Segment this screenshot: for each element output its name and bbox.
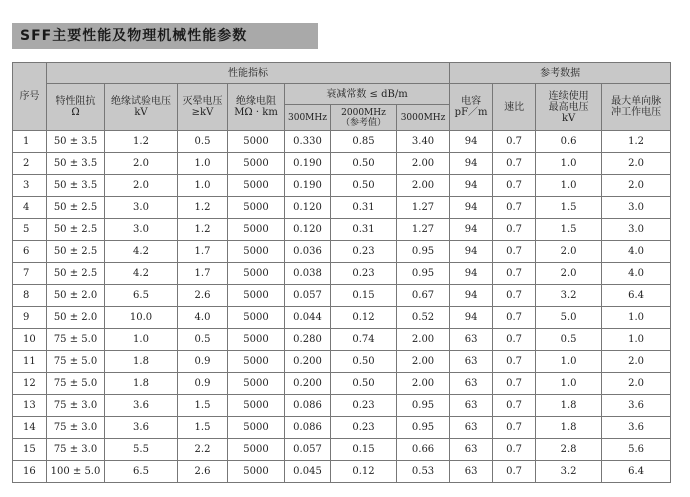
cell-capacitance: 63: [450, 461, 493, 483]
table-row: [13, 153, 671, 175]
cell-insulation-resistance: 5000: [228, 307, 285, 329]
cell-max-voltage: 1.8: [536, 395, 602, 417]
cell-test-voltage: 1.8: [105, 373, 178, 395]
cell-impedance: 75 ± 3.0: [47, 395, 105, 417]
cell-velocity-ratio: 0.7: [493, 307, 536, 329]
table-row: [13, 395, 671, 417]
cell-atten-2000mhz: 0.74: [331, 329, 397, 351]
cell-atten-2000mhz: 0.15: [331, 285, 397, 307]
cell-atten-3000mhz: 1.27: [397, 219, 450, 241]
cell-atten-2000mhz: 0.85: [331, 131, 397, 153]
cell-index: 7: [13, 263, 47, 285]
header-max-voltage-line1: 连续使用: [548, 90, 589, 102]
cell-impedance: 50 ± 2.5: [47, 263, 105, 285]
cell-atten-300mhz: 0.190: [285, 153, 331, 175]
header-test-voltage: [105, 84, 178, 131]
cell-insulation-resistance: 5000: [228, 197, 285, 219]
cell-insulation-resistance: 5000: [228, 153, 285, 175]
header-max-voltage: [536, 84, 602, 131]
cell-atten-300mhz: 0.086: [285, 417, 331, 439]
cell-atten-2000mhz: 0.50: [331, 175, 397, 197]
cell-test-voltage: 2.0: [105, 175, 178, 197]
page-title: SFF主要性能及物理机械性能参数: [12, 23, 318, 49]
cell-index: 5: [13, 219, 47, 241]
cell-pulse-voltage: 3.6: [602, 417, 671, 439]
cell-atten-2000mhz: 0.12: [331, 461, 397, 483]
cell-velocity-ratio: 0.7: [493, 219, 536, 241]
table-row: [13, 285, 671, 307]
header-attenuation-group: 衰减常数 ≤ dB/m: [285, 84, 450, 105]
cell-test-voltage: 3.6: [105, 417, 178, 439]
cell-atten-300mhz: 0.200: [285, 373, 331, 395]
cell-atten-300mhz: 0.190: [285, 175, 331, 197]
cell-velocity-ratio: 0.7: [493, 175, 536, 197]
cell-insulation-resistance: 5000: [228, 285, 285, 307]
cell-insulation-resistance: 5000: [228, 395, 285, 417]
cell-capacitance: 94: [450, 131, 493, 153]
cell-atten-300mhz: 0.330: [285, 131, 331, 153]
cell-max-voltage: 1.5: [536, 219, 602, 241]
cell-capacitance: 63: [450, 329, 493, 351]
cell-capacitance: 63: [450, 351, 493, 373]
cell-max-voltage: 3.2: [536, 461, 602, 483]
cell-pulse-voltage: 3.0: [602, 219, 671, 241]
cell-pulse-voltage: 2.0: [602, 351, 671, 373]
header-test-voltage-unit: kV: [134, 107, 148, 118]
cell-insulation-resistance: 5000: [228, 263, 285, 285]
cell-pulse-voltage: 5.6: [602, 439, 671, 461]
cell-test-voltage: 3.0: [105, 197, 178, 219]
cell-max-voltage: 1.8: [536, 417, 602, 439]
cell-velocity-ratio: 0.7: [493, 241, 536, 263]
cell-atten-300mhz: 0.280: [285, 329, 331, 351]
table-row: [13, 197, 671, 219]
table-row: [13, 307, 671, 329]
cell-impedance: 75 ± 3.0: [47, 439, 105, 461]
cell-atten-300mhz: 0.057: [285, 439, 331, 461]
table-row: [13, 219, 671, 241]
cell-pulse-voltage: 2.0: [602, 175, 671, 197]
cell-test-voltage: 3.0: [105, 219, 178, 241]
cell-impedance: 50 ± 2.0: [47, 285, 105, 307]
header-max-voltage-line2: 最高电压: [548, 101, 589, 113]
header-corona-unit: ≥kV: [191, 107, 214, 118]
cell-corona-voltage: 1.5: [178, 395, 228, 417]
cell-insulation-resistance: 5000: [228, 417, 285, 439]
cell-impedance: 50 ± 3.5: [47, 175, 105, 197]
cell-max-voltage: 5.0: [536, 307, 602, 329]
cell-capacitance: 94: [450, 219, 493, 241]
cell-test-voltage: 3.6: [105, 395, 178, 417]
header-capacitance: [450, 84, 493, 131]
cell-index: 9: [13, 307, 47, 329]
cell-capacitance: 94: [450, 197, 493, 219]
header-300mhz: 300MHz: [285, 105, 331, 131]
header-reference-group: 参考数据: [450, 63, 671, 84]
cell-atten-300mhz: 0.200: [285, 351, 331, 373]
header-2000mhz-freq: 2000MHz: [341, 107, 386, 118]
table-row: [13, 461, 671, 483]
cell-max-voltage: 2.0: [536, 241, 602, 263]
cell-test-voltage: 10.0: [105, 307, 178, 329]
cell-atten-3000mhz: 0.53: [397, 461, 450, 483]
header-test-voltage-name: 绝缘试验电压: [111, 96, 171, 107]
table-row: [13, 351, 671, 373]
header-corona-voltage: [178, 84, 228, 131]
cell-corona-voltage: 1.0: [178, 175, 228, 197]
cell-atten-2000mhz: 0.15: [331, 439, 397, 461]
cell-max-voltage: 0.5: [536, 329, 602, 351]
cell-atten-300mhz: 0.038: [285, 263, 331, 285]
cell-velocity-ratio: 0.7: [493, 395, 536, 417]
cell-insulation-resistance: 5000: [228, 175, 285, 197]
cell-corona-voltage: 1.7: [178, 241, 228, 263]
cell-max-voltage: 1.0: [536, 175, 602, 197]
cell-velocity-ratio: 0.7: [493, 373, 536, 395]
cell-atten-300mhz: 0.045: [285, 461, 331, 483]
cell-atten-3000mhz: 1.27: [397, 197, 450, 219]
cell-impedance: 75 ± 5.0: [47, 351, 105, 373]
cell-capacitance: 94: [450, 307, 493, 329]
cell-impedance: 50 ± 2.5: [47, 219, 105, 241]
cell-max-voltage: 1.5: [536, 197, 602, 219]
cell-max-voltage: 1.0: [536, 351, 602, 373]
cell-capacitance: 94: [450, 153, 493, 175]
cell-atten-3000mhz: 2.00: [397, 351, 450, 373]
cell-corona-voltage: 2.6: [178, 285, 228, 307]
header-index: 序号: [13, 63, 47, 131]
cell-atten-3000mhz: 0.67: [397, 285, 450, 307]
cell-atten-3000mhz: 0.66: [397, 439, 450, 461]
cell-corona-voltage: 1.7: [178, 263, 228, 285]
cell-atten-2000mhz: 0.23: [331, 417, 397, 439]
cell-atten-300mhz: 0.120: [285, 219, 331, 241]
cell-pulse-voltage: 4.0: [602, 241, 671, 263]
cell-atten-3000mhz: 2.00: [397, 329, 450, 351]
parameters-table: [12, 62, 671, 483]
header-3000mhz: 3000MHz: [397, 105, 450, 131]
header-capacitance-name: 电容: [461, 96, 482, 107]
cell-velocity-ratio: 0.7: [493, 417, 536, 439]
cell-atten-3000mhz: 0.95: [397, 263, 450, 285]
cell-index: 8: [13, 285, 47, 307]
cell-index: 10: [13, 329, 47, 351]
cell-velocity-ratio: 0.7: [493, 131, 536, 153]
cell-test-voltage: 4.2: [105, 241, 178, 263]
cell-index: 15: [13, 439, 47, 461]
cell-atten-3000mhz: 0.52: [397, 307, 450, 329]
cell-velocity-ratio: 0.7: [493, 351, 536, 373]
cell-pulse-voltage: 4.0: [602, 263, 671, 285]
cell-pulse-voltage: 1.0: [602, 329, 671, 351]
cell-corona-voltage: 1.5: [178, 417, 228, 439]
cell-atten-300mhz: 0.036: [285, 241, 331, 263]
cell-index: 16: [13, 461, 47, 483]
header-impedance-name: 特性阻抗: [55, 96, 96, 107]
cell-corona-voltage: 0.5: [178, 329, 228, 351]
cell-insulation-resistance: 5000: [228, 373, 285, 395]
cell-impedance: 50 ± 3.5: [47, 153, 105, 175]
cell-test-voltage: 5.5: [105, 439, 178, 461]
table-row: [13, 439, 671, 461]
cell-atten-2000mhz: 0.23: [331, 263, 397, 285]
header-impedance-unit: Ω: [71, 107, 80, 118]
cell-atten-3000mhz: 0.95: [397, 395, 450, 417]
cell-max-voltage: 1.0: [536, 153, 602, 175]
cell-atten-3000mhz: 0.95: [397, 417, 450, 439]
header-2000mhz-note: （参考值）: [340, 117, 386, 128]
cell-index: 6: [13, 241, 47, 263]
cell-atten-300mhz: 0.057: [285, 285, 331, 307]
cell-velocity-ratio: 0.7: [493, 285, 536, 307]
cell-atten-3000mhz: 2.00: [397, 373, 450, 395]
cell-velocity-ratio: 0.7: [493, 329, 536, 351]
cell-max-voltage: 2.8: [536, 439, 602, 461]
cell-atten-2000mhz: 0.12: [331, 307, 397, 329]
cell-test-voltage: 1.8: [105, 351, 178, 373]
cell-atten-2000mhz: 0.31: [331, 219, 397, 241]
cell-capacitance: 94: [450, 263, 493, 285]
cell-max-voltage: 3.2: [536, 285, 602, 307]
cell-pulse-voltage: 1.0: [602, 307, 671, 329]
cell-capacitance: 94: [450, 241, 493, 263]
cell-atten-3000mhz: 2.00: [397, 175, 450, 197]
cell-atten-2000mhz: 0.31: [331, 197, 397, 219]
cell-test-voltage: 6.5: [105, 461, 178, 483]
table-body: [13, 131, 671, 483]
cell-insulation-resistance: 5000: [228, 439, 285, 461]
cell-impedance: 75 ± 5.0: [47, 329, 105, 351]
cell-corona-voltage: 2.2: [178, 439, 228, 461]
cell-capacitance: 63: [450, 439, 493, 461]
table-row: [13, 263, 671, 285]
table-row: [13, 241, 671, 263]
cell-velocity-ratio: 0.7: [493, 263, 536, 285]
header-velocity-ratio: 速比: [493, 84, 536, 131]
header-performance-group: 性能指标: [47, 63, 450, 84]
cell-corona-voltage: 1.0: [178, 153, 228, 175]
cell-atten-2000mhz: 0.50: [331, 153, 397, 175]
cell-velocity-ratio: 0.7: [493, 153, 536, 175]
cell-insulation-resistance: 5000: [228, 461, 285, 483]
cell-corona-voltage: 4.0: [178, 307, 228, 329]
cell-impedance: 50 ± 2.5: [47, 241, 105, 263]
cell-velocity-ratio: 0.7: [493, 439, 536, 461]
cell-atten-3000mhz: 0.95: [397, 241, 450, 263]
header-pulse-voltage: [602, 84, 671, 131]
cell-atten-3000mhz: 2.00: [397, 153, 450, 175]
cell-velocity-ratio: 0.7: [493, 197, 536, 219]
cell-corona-voltage: 1.2: [178, 219, 228, 241]
cell-test-voltage: 6.5: [105, 285, 178, 307]
cell-insulation-resistance: 5000: [228, 329, 285, 351]
cell-test-voltage: 1.2: [105, 131, 178, 153]
header-pulse-line2: 冲工作电压: [611, 107, 662, 118]
table-row: [13, 417, 671, 439]
cell-insulation-resistance: 5000: [228, 219, 285, 241]
cell-corona-voltage: 0.5: [178, 131, 228, 153]
cell-pulse-voltage: 2.0: [602, 153, 671, 175]
cell-corona-voltage: 0.9: [178, 351, 228, 373]
cell-index: 3: [13, 175, 47, 197]
table-row: [13, 373, 671, 395]
cell-capacitance: 63: [450, 395, 493, 417]
cell-pulse-voltage: 2.0: [602, 373, 671, 395]
cell-capacitance: 94: [450, 175, 493, 197]
cell-pulse-voltage: 6.4: [602, 461, 671, 483]
cell-index: 14: [13, 417, 47, 439]
cell-impedance: 50 ± 3.5: [47, 131, 105, 153]
cell-max-voltage: 1.0: [536, 373, 602, 395]
cell-insulation-resistance: 5000: [228, 241, 285, 263]
cell-atten-2000mhz: 0.50: [331, 351, 397, 373]
cell-insulation-resistance: 5000: [228, 351, 285, 373]
cell-velocity-ratio: 0.7: [493, 461, 536, 483]
cell-pulse-voltage: 6.4: [602, 285, 671, 307]
cell-impedance: 50 ± 2.0: [47, 307, 105, 329]
cell-pulse-voltage: 3.6: [602, 395, 671, 417]
cell-pulse-voltage: 1.2: [602, 131, 671, 153]
header-corona-name: 灭晕电压: [182, 96, 223, 107]
cell-max-voltage: 0.6: [536, 131, 602, 153]
table-row: [13, 175, 671, 197]
cell-index: 11: [13, 351, 47, 373]
cell-index: 12: [13, 373, 47, 395]
cell-index: 1: [13, 131, 47, 153]
table-row: [13, 131, 671, 153]
cell-atten-2000mhz: 0.23: [331, 395, 397, 417]
cell-atten-2000mhz: 0.23: [331, 241, 397, 263]
table-row: [13, 329, 671, 351]
cell-test-voltage: 1.0: [105, 329, 178, 351]
cell-atten-300mhz: 0.086: [285, 395, 331, 417]
cell-impedance: 75 ± 3.0: [47, 417, 105, 439]
cell-impedance: 100 ± 5.0: [47, 461, 105, 483]
header-capacitance-unit: pF／m: [454, 107, 488, 118]
header-insulation-resistance: [228, 84, 285, 131]
header-impedance: [47, 84, 105, 131]
cell-atten-2000mhz: 0.50: [331, 373, 397, 395]
cell-atten-3000mhz: 3.40: [397, 131, 450, 153]
header-max-voltage-unit: kV: [561, 112, 576, 124]
cell-index: 2: [13, 153, 47, 175]
header-2000mhz: [331, 105, 397, 131]
cell-pulse-voltage: 3.0: [602, 197, 671, 219]
cell-capacitance: 94: [450, 285, 493, 307]
cell-impedance: 50 ± 2.5: [47, 197, 105, 219]
cell-index: 4: [13, 197, 47, 219]
cell-test-voltage: 2.0: [105, 153, 178, 175]
header-insulation-unit: MΩ · km: [234, 107, 278, 118]
header-pulse-line1: 最大单向脉: [611, 96, 662, 107]
cell-insulation-resistance: 5000: [228, 131, 285, 153]
cell-capacitance: 63: [450, 417, 493, 439]
cell-atten-300mhz: 0.120: [285, 197, 331, 219]
cell-max-voltage: 2.0: [536, 263, 602, 285]
cell-corona-voltage: 2.6: [178, 461, 228, 483]
cell-corona-voltage: 1.2: [178, 197, 228, 219]
header-insulation-name: 绝缘电阻: [236, 96, 276, 107]
cell-test-voltage: 4.2: [105, 263, 178, 285]
table-header: [13, 63, 671, 131]
cell-atten-300mhz: 0.044: [285, 307, 331, 329]
cell-index: 13: [13, 395, 47, 417]
cell-capacitance: 63: [450, 373, 493, 395]
cell-corona-voltage: 0.9: [178, 373, 228, 395]
cell-impedance: 75 ± 5.0: [47, 373, 105, 395]
